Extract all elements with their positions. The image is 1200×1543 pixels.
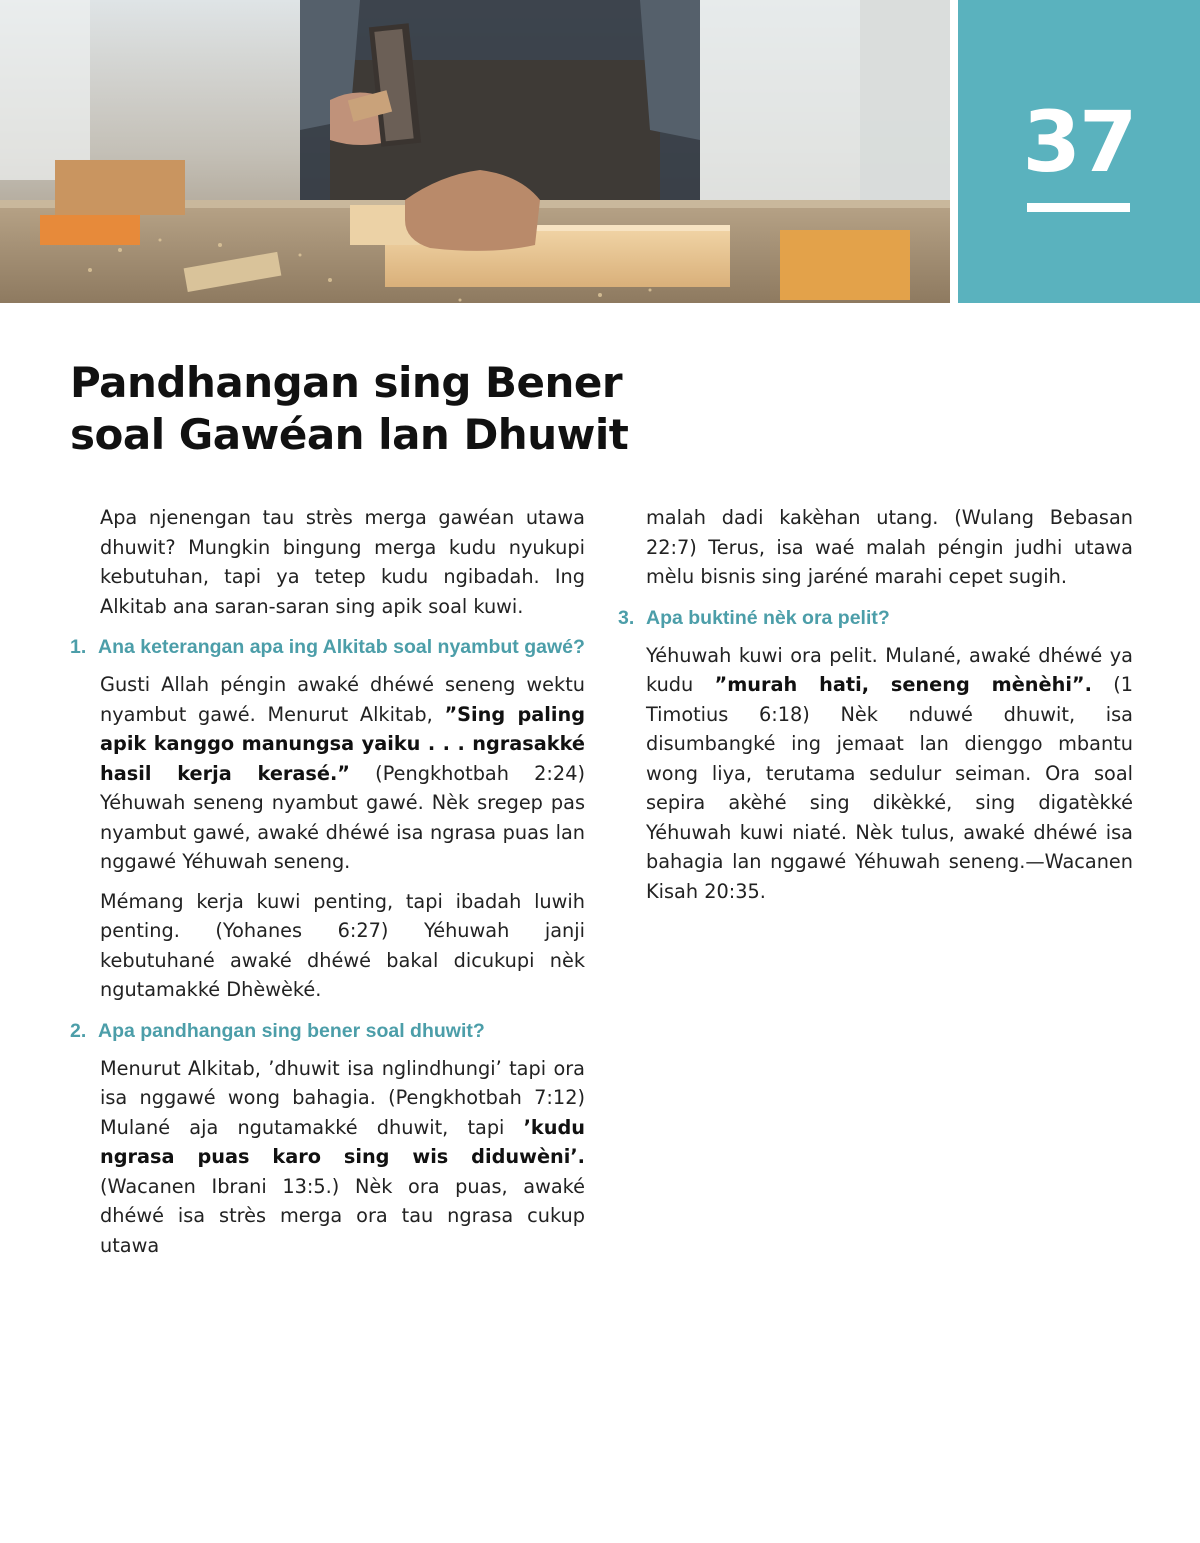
section-3-heading-text: Apa buktiné nèk ora pelit? [646, 606, 890, 629]
intro-paragraph: Apa njenengan tau strès merga gawéan utawa dhuwit? Mungkin bingung merga kudu nyukupi kebutuhan, tapi ya tetep kudu ngibadah. Ing Alkitab ana saran-saran sing apik soal kuwi. [100, 506, 585, 618]
section-3-p1-text-b: (1 Timotius 6:18) Nèk nduwé dhuwit, isa disumbangké ing jemaat lan dienggo mbantu wong liya, terutama sedulur seiman. Ora soal sepira akèhé sing dikèkké, sing digatèkké Yéhuwah kuwi niaté. Nèk tulus, awaké dhéwé isa bahagia lan nggawé Yéhuwah seneng.—Wacanen Kisah 20:35. [646, 673, 1134, 903]
section-1-p1-text-a: Gusti Allah péngin awaké dhéwé seneng wektu nyambut gawé. Menurut Alkitab, [100, 673, 585, 726]
page-title [70, 357, 770, 461]
section-2-heading-text: Apa pandhangan sing bener soal dhuwit? [98, 1019, 485, 1042]
lesson-number-underline [1027, 203, 1130, 212]
right-column [618, 503, 1133, 916]
section-1-number: 1. [70, 636, 87, 658]
section-1-heading-text: Ana keterangan apa ing Alkitab soal nyambut gawé? [98, 636, 585, 658]
section-3-number: 3. [618, 606, 635, 629]
section-1-paragraph-1 [70, 670, 585, 877]
section-3-paragraph-1 [618, 641, 1133, 907]
hero-photo [0, 0, 950, 303]
lesson-number: 37 [1022, 93, 1136, 191]
section-2-p1-quote: ’kudu ngrasa puas karo sing wis diduwèni’. [100, 1115, 585, 1168]
section-2-number: 2. [70, 1019, 87, 1042]
section-2-p1-text-a: Menurut Alkitab, ’dhuwit isa nglindhungi’ tapi ora isa nggawé wong bahagia. (Pengkhotbah 7:12) Mulané aja ngutamakké dhuwit, tapi [100, 1056, 585, 1139]
section-3-p1-text-a: Yéhuwah kuwi ora pelit. Mulané, awaké dhéwé ya kudu [646, 643, 1133, 696]
section-3-heading [618, 604, 1133, 633]
lesson-number-box [958, 0, 1200, 303]
title-line-1: Pandhangan sing Bener [70, 358, 623, 407]
section-1-paragraph-2: Mémang kerja kuwi penting, tapi ibadah luwih penting. (Yohanes 6:27) Yéhuwah janji kebutuhané awaké dhéwé bakal dicukupi nèk ngutamakké Dhèwèké. [100, 889, 585, 1001]
left-column [70, 503, 585, 1270]
section-1-p1-quote: ”Sing paling apik kanggo manungsa yaiku . . . ngrasakké hasil kerja kerasé.” [100, 702, 586, 785]
section-2-paragraph-continued: malah dadi kakèhan utang. (Wulang Bebasan 22:7) Terus, isa waé malah péngin judhi utawa mèlu bisnis sing jaréné marahi cepet sugih. [646, 506, 1133, 588]
section-1-heading [70, 633, 585, 662]
section-2-p1-text-b: (Wacanen Ibrani 13:5.) Nèk ora puas, awaké dhéwé isa strès merga ora tau ngrasa cukup utawa [100, 1174, 585, 1257]
carpenter-hammering-illustration [0, 0, 950, 303]
section-2-paragraph-1 [70, 1054, 585, 1261]
section-3-p1-quote: ”murah hati, seneng mènèhi”. [714, 673, 1092, 696]
section-1-p1-text-b: (Pengkhotbah 2:24) Yéhuwah seneng nyambut gawé. Nèk sregep pas nyambut gawé, awaké dhéwé isa ngrasa puas lan nggawé Yéhuwah seneng. [100, 761, 585, 873]
section-2-heading [70, 1017, 585, 1046]
title-line-2: soal Gawéan lan Dhuwit [70, 410, 629, 459]
